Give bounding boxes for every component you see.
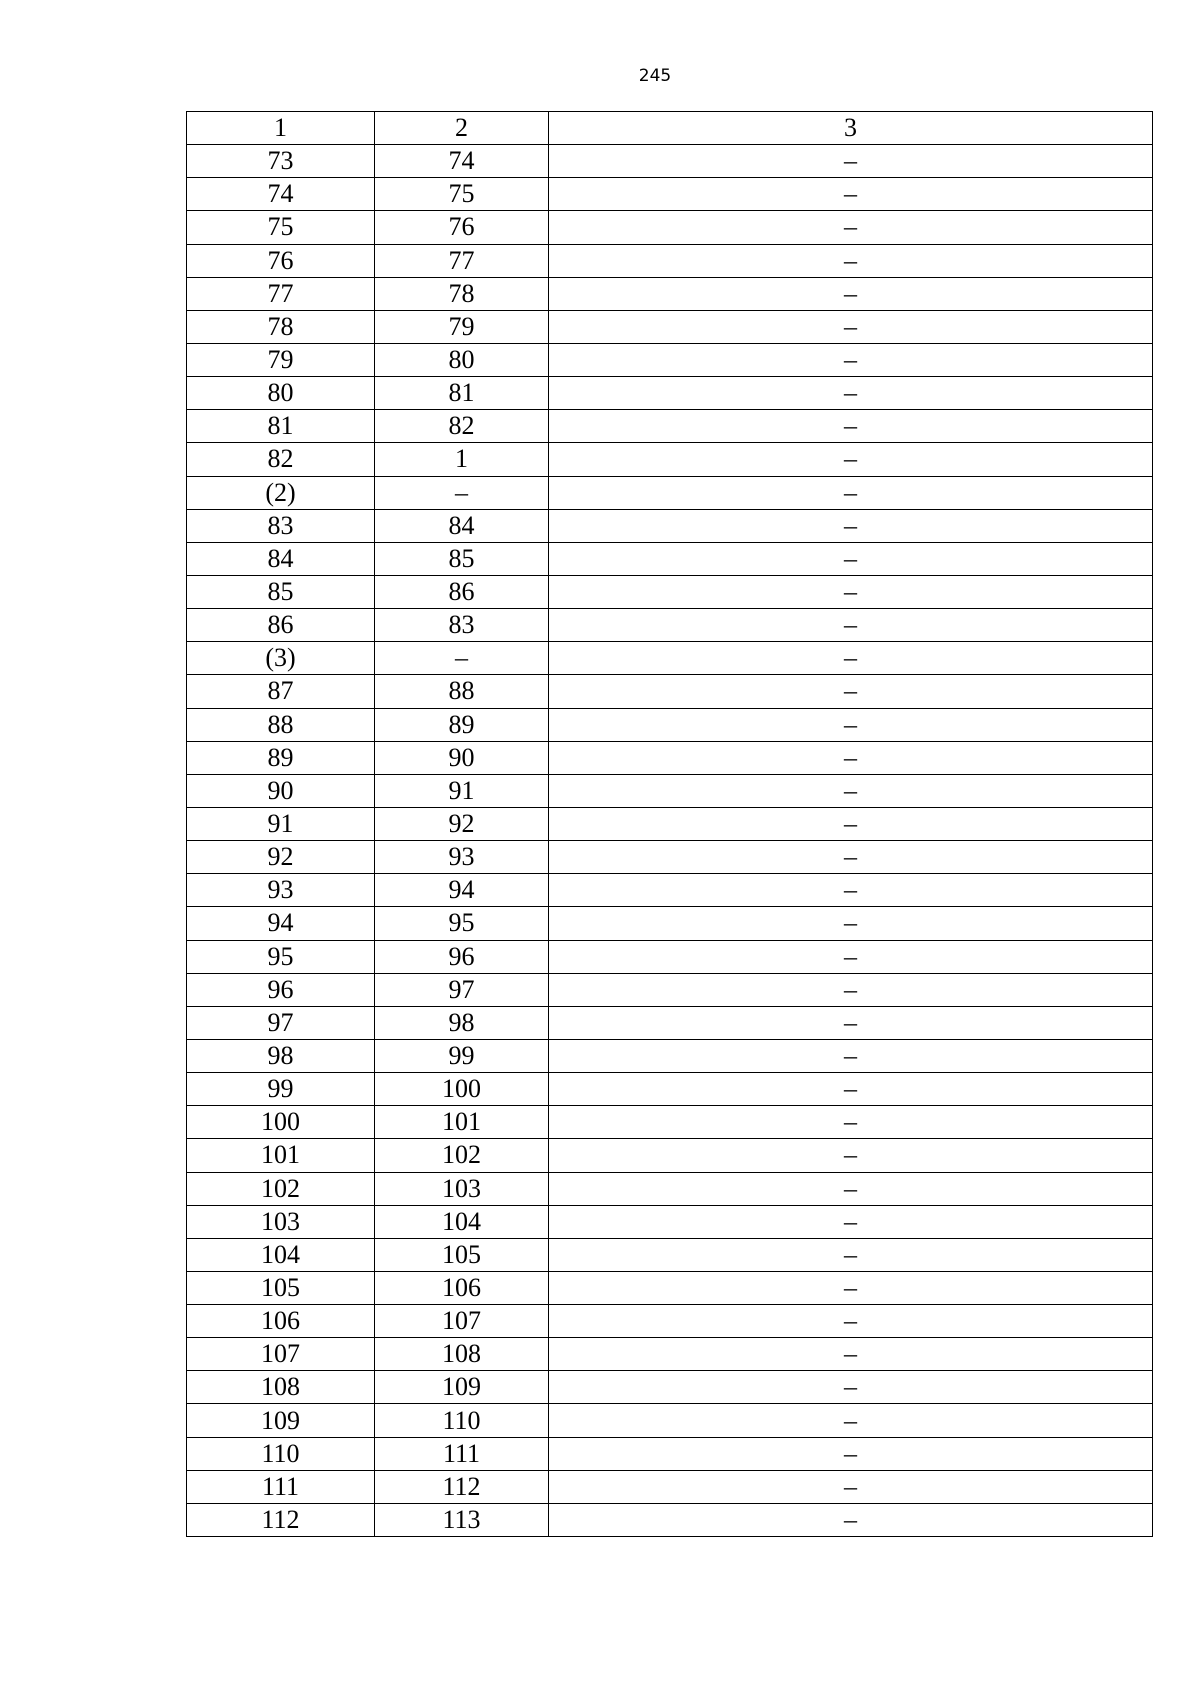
table-cell-col-3: – [549,1404,1153,1437]
table-row [187,575,1153,608]
table-cell-col-3: – [549,277,1153,310]
table-cell-col-2: 95 [375,907,549,940]
table-cell-col-3: – [549,1271,1153,1304]
table-cell-col-2: 111 [375,1437,549,1470]
table-row [187,1172,1153,1205]
table-cell-col-3: – [549,410,1153,443]
table-cell-col-1: 84 [187,542,375,575]
table-cell-col-3: – [549,377,1153,410]
table-row [187,1371,1153,1404]
table-cell-col-3: – [549,1172,1153,1205]
table-cell-col-1: 112 [187,1503,375,1536]
table-cell-col-2: 79 [375,310,549,343]
table-row [187,1503,1153,1536]
table-row [187,244,1153,277]
table-row [187,310,1153,343]
table-cell-col-3: – [549,476,1153,509]
table-cell-col-1: 85 [187,575,375,608]
table-cell-col-1: 107 [187,1338,375,1371]
page-number: 245 [638,66,672,86]
table-row [187,841,1153,874]
table-row [187,443,1153,476]
table-row [187,1404,1153,1437]
table-row [187,277,1153,310]
table-cell-col-3: – [549,1371,1153,1404]
table-cell-col-3: – [549,841,1153,874]
table-cell-col-2: 88 [375,675,549,708]
table-cell-col-2: 80 [375,343,549,376]
table-cell-col-3: – [549,244,1153,277]
table-cell-col-3: – [549,575,1153,608]
table-cell-col-1: (3) [187,642,375,675]
table-cell-col-2: 106 [375,1271,549,1304]
table-cell-col-2: 100 [375,1073,549,1106]
table-cell-col-3: – [549,874,1153,907]
table-cell-col-3: – [549,708,1153,741]
table-cell-col-3: – [549,178,1153,211]
table-cell-col-3: – [549,509,1153,542]
table-cell-col-3: – [549,642,1153,675]
table-cell-col-1: 76 [187,244,375,277]
table-cell-col-3: – [549,1205,1153,1238]
table-cell-col-3: – [549,675,1153,708]
table-cell-col-2: 102 [375,1139,549,1172]
table-cell-col-3: – [549,443,1153,476]
table-cell-col-2: 98 [375,1006,549,1039]
table-header-row [187,112,1153,145]
table-cell-col-3: – [549,940,1153,973]
table-cell-col-1: 90 [187,774,375,807]
table-cell-col-2: 83 [375,609,549,642]
table-row [187,1338,1153,1371]
table-cell-col-2: 112 [375,1470,549,1503]
table-row [187,1106,1153,1139]
table-cell-col-1: 83 [187,509,375,542]
table-row [187,807,1153,840]
table-cell-col-1: 81 [187,410,375,443]
table-cell-col-1: 82 [187,443,375,476]
table-cell-col-2: 113 [375,1503,549,1536]
table-cell-col-3: – [549,1470,1153,1503]
table-cell-col-2: 82 [375,410,549,443]
table-row [187,476,1153,509]
table-cell-col-2: 93 [375,841,549,874]
table-row [187,211,1153,244]
table-cell-col-3: – [549,1305,1153,1338]
table-cell-col-3: – [549,310,1153,343]
table-cell-col-3: – [549,542,1153,575]
table-cell-col-1: 99 [187,1073,375,1106]
table-cell-col-2: 78 [375,277,549,310]
table-cell-col-1: 95 [187,940,375,973]
header-cell-col-2: 2 [375,112,549,145]
table-cell-col-3: – [549,973,1153,1006]
table-cell-col-3: – [549,1338,1153,1371]
table-cell-col-1: 88 [187,708,375,741]
table-row [187,1073,1153,1106]
table-cell-col-3: – [549,907,1153,940]
table-row [187,642,1153,675]
table-cell-col-3: – [549,1106,1153,1139]
table-cell-col-1: 108 [187,1371,375,1404]
table-cell-col-1: 92 [187,841,375,874]
table-cell-col-3: – [549,1503,1153,1536]
table-cell-col-3: – [549,1006,1153,1039]
table-cell-col-2: 85 [375,542,549,575]
table-cell-col-3: – [549,774,1153,807]
table-cell-col-1: 96 [187,973,375,1006]
table-row [187,940,1153,973]
table-cell-col-1: 98 [187,1039,375,1072]
table-cell-col-3: – [549,609,1153,642]
table-cell-col-3: – [549,343,1153,376]
table-cell-col-1: 93 [187,874,375,907]
table-cell-col-1: 110 [187,1437,375,1470]
table-row [187,178,1153,211]
table-row [187,1139,1153,1172]
table-cell-col-1: 102 [187,1172,375,1205]
table-row [187,377,1153,410]
table-cell-col-1: 91 [187,807,375,840]
table-cell-col-2: 90 [375,741,549,774]
table-row [187,774,1153,807]
table-cell-col-1: 75 [187,211,375,244]
table-cell-col-3: – [549,1073,1153,1106]
table-cell-col-2: 110 [375,1404,549,1437]
table-cell-col-3: – [549,211,1153,244]
table-cell-col-2: 1 [375,443,549,476]
table-row [187,1039,1153,1072]
table-cell-col-2: 81 [375,377,549,410]
table-cell-col-2: – [375,476,549,509]
table-cell-col-1: 105 [187,1271,375,1304]
table-cell-col-3: – [549,741,1153,774]
table-cell-col-2: 92 [375,807,549,840]
table-row [187,874,1153,907]
table-row [187,1470,1153,1503]
table-cell-col-2: 77 [375,244,549,277]
table-row [187,609,1153,642]
table-cell-col-3: – [549,1039,1153,1072]
table-cell-col-1: 89 [187,741,375,774]
table-cell-col-2: 74 [375,145,549,178]
table-row [187,509,1153,542]
table-row [187,741,1153,774]
table-cell-col-1: 101 [187,1139,375,1172]
table-cell-col-1: 111 [187,1470,375,1503]
table-cell-col-2: 94 [375,874,549,907]
table-row [187,1006,1153,1039]
table-cell-col-2: 103 [375,1172,549,1205]
table-row [187,708,1153,741]
table-cell-col-1: 78 [187,310,375,343]
table-cell-col-3: – [549,145,1153,178]
table-cell-col-2: – [375,642,549,675]
table-cell-col-1: 86 [187,609,375,642]
table-row [187,1238,1153,1271]
table-cell-col-3: – [549,1238,1153,1271]
table-cell-col-1: (2) [187,476,375,509]
table-row [187,410,1153,443]
table-cell-col-1: 94 [187,907,375,940]
table-cell-col-1: 80 [187,377,375,410]
table-row [187,542,1153,575]
table-cell-col-1: 109 [187,1404,375,1437]
table-row [187,1205,1153,1238]
table-cell-col-2: 91 [375,774,549,807]
table-cell-col-1: 97 [187,1006,375,1039]
table-row [187,907,1153,940]
table-row [187,343,1153,376]
table-row [187,1437,1153,1470]
table-cell-col-1: 87 [187,675,375,708]
table-cell-col-1: 79 [187,343,375,376]
table-row [187,1305,1153,1338]
table-cell-col-1: 74 [187,178,375,211]
table-row [187,1271,1153,1304]
table-cell-col-1: 104 [187,1238,375,1271]
header-cell-col-3: 3 [549,112,1153,145]
table-cell-col-2: 89 [375,708,549,741]
table-cell-col-3: – [549,1437,1153,1470]
data-table [186,111,1153,1537]
table-cell-col-2: 96 [375,940,549,973]
table-body [187,112,1153,1537]
table-row [187,973,1153,1006]
table-cell-col-2: 104 [375,1205,549,1238]
table-cell-col-1: 106 [187,1305,375,1338]
table-cell-col-2: 109 [375,1371,549,1404]
table-cell-col-2: 107 [375,1305,549,1338]
table-cell-col-1: 103 [187,1205,375,1238]
table-cell-col-1: 100 [187,1106,375,1139]
table-cell-col-2: 76 [375,211,549,244]
table-cell-col-2: 86 [375,575,549,608]
table-cell-col-2: 108 [375,1338,549,1371]
table-cell-col-2: 101 [375,1106,549,1139]
table-cell-col-2: 84 [375,509,549,542]
header-cell-col-1: 1 [187,112,375,145]
table-cell-col-2: 105 [375,1238,549,1271]
table-cell-col-3: – [549,807,1153,840]
table-cell-col-2: 99 [375,1039,549,1072]
table-cell-col-1: 77 [187,277,375,310]
table-cell-col-2: 97 [375,973,549,1006]
table-cell-col-2: 75 [375,178,549,211]
table-cell-col-1: 73 [187,145,375,178]
table-row [187,145,1153,178]
table-row [187,675,1153,708]
table-cell-col-3: – [549,1139,1153,1172]
